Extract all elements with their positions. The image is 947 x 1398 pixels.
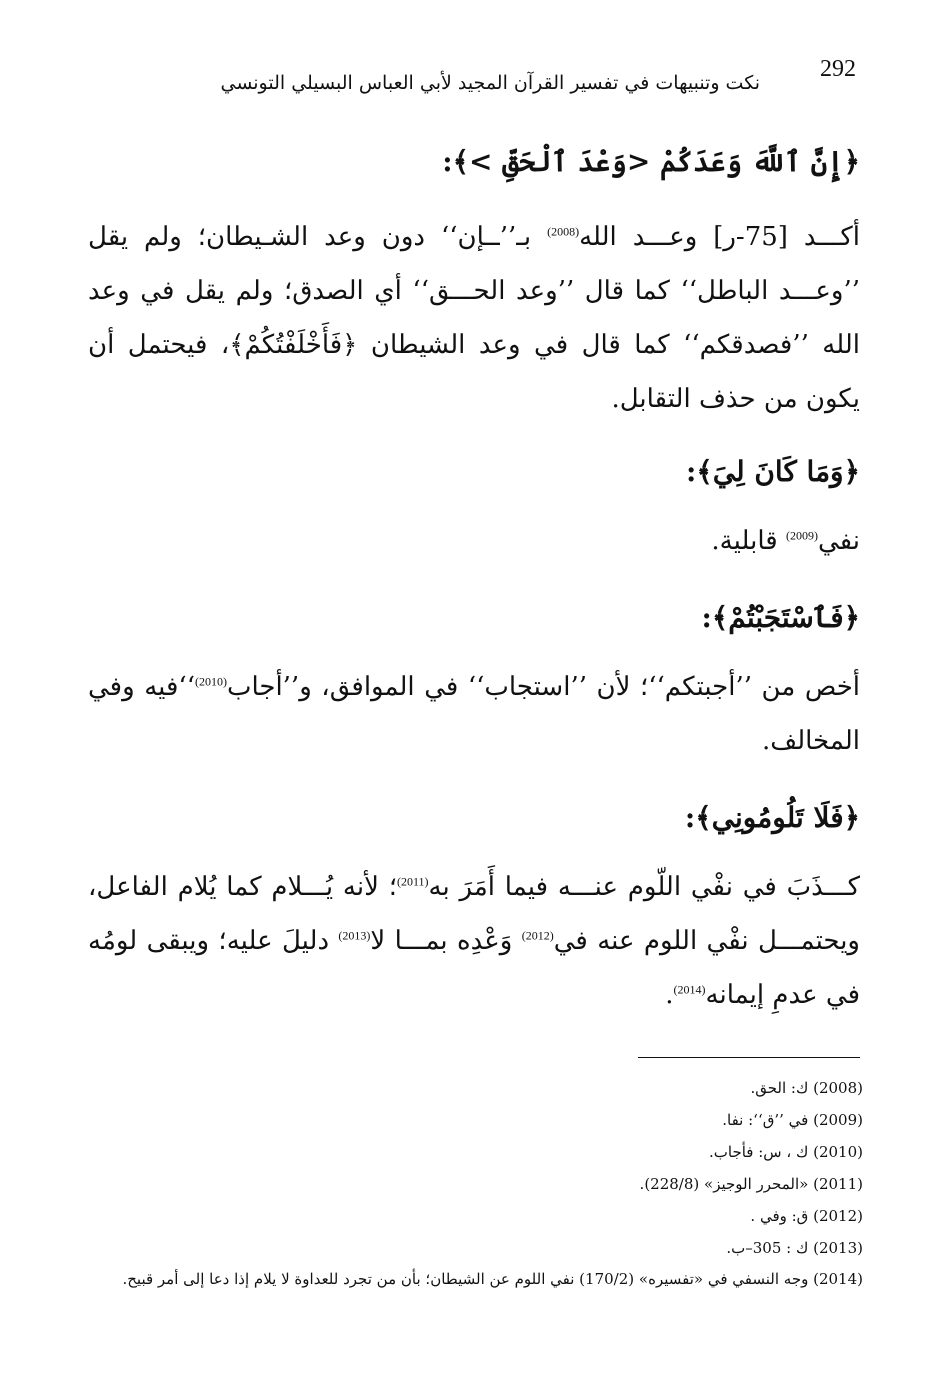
text-run: . bbox=[665, 980, 674, 1010]
footnote-ref: (2008) bbox=[547, 224, 580, 239]
text-run: قابلية. bbox=[711, 526, 786, 556]
text-run: أخص من ’’أجبتكم‘‘؛ لأن ’’استجاب‘‘ في الموافق، و’’أجاب bbox=[226, 672, 860, 702]
text-run: ‘‘فيه وفي المخالف. bbox=[88, 672, 860, 756]
text-run: نفي bbox=[817, 526, 860, 556]
footnote: (2014) وجه النسفي في «تفسيره» (170/2) نفي اللوم عن الشيطان؛ بأن من تجرد للعداوة لا يلام إذا دعا إلى أمر قبيح. bbox=[122, 1270, 863, 1288]
footnote: (2013) ك : 305–ب. bbox=[726, 1239, 863, 1257]
footnote-ref: (2009) bbox=[785, 528, 818, 543]
page-header bbox=[190, 52, 865, 102]
footnote-separator bbox=[638, 1057, 860, 1058]
section-1-text bbox=[88, 210, 860, 426]
section-2-text bbox=[88, 514, 860, 568]
commentary-paragraph bbox=[88, 660, 860, 768]
section-2 bbox=[88, 450, 860, 494]
footnote: (2008) ك: الحق. bbox=[750, 1079, 863, 1097]
text-run: كـــذَبَ في نفْي اللّوم عنـــه فيما أَمَرَ به bbox=[428, 872, 860, 902]
commentary-paragraph bbox=[88, 860, 860, 1022]
footnote: (2009) في ’’ق‘‘: نفا. bbox=[722, 1111, 863, 1129]
footnote: (2011) «المحرر الوجيز» (228/8). bbox=[639, 1175, 863, 1193]
footnote: (2012) ق: وفي . bbox=[750, 1207, 863, 1225]
footnote-ref: (2013) bbox=[338, 928, 371, 943]
text-run: ؛ لأنه يُـــلام كما يُلام الفاعل، ويحتمـــل نفْي اللوم عنه في bbox=[88, 872, 860, 956]
text-run: دليلَ عليه؛ ويبقى لومُه في عدمِ إيمانه bbox=[88, 926, 860, 1010]
footnote-ref: (2014) bbox=[673, 982, 706, 997]
section-4 bbox=[88, 796, 860, 840]
text-run: وَعْدِه بمـــا لا bbox=[370, 926, 522, 956]
section-3-text bbox=[88, 660, 860, 768]
section-4-text bbox=[88, 860, 860, 1022]
text-run: بـ’’ــإن‘‘ دون وعد الشـيطان؛ ولم يقل ’’وعـــد الباطل‘‘ كما قال ’’وعد الحـــق‘‘ أي الصدق؛ ولم يقل في وعد الله ’’فصدقكم‘‘ كما قال في وعد الشيطان ﴿فَأَخْلَفْتُكُمْ﴾، فيحتمل أن يكون من حذف التقابل. bbox=[88, 222, 860, 414]
page-number: 292 bbox=[820, 56, 856, 82]
section-3 bbox=[88, 596, 860, 640]
commentary-paragraph bbox=[88, 514, 860, 568]
running-title: نكت وتنبيهات في تفسير القرآن المجيد لأبي العباس البسيلي التونسي bbox=[220, 72, 760, 94]
verse-heading: ﴿إِنَّ ٱللَّهَ وَعَدَكُمْ <وَعْدَ ٱلْحَقِّ >﴾: bbox=[442, 145, 860, 178]
verse-heading: ﴿فَلَا تَلُومُونِي﴾: bbox=[684, 801, 860, 834]
footnote: (2010) ك ، س: فأجاب. bbox=[708, 1143, 863, 1161]
text-run: أكـــد [75-ر] وعـــد الله bbox=[579, 222, 860, 252]
section-1 bbox=[88, 140, 860, 184]
commentary-paragraph bbox=[88, 210, 860, 426]
verse-heading: ﴿فَٱسْتَجَبْتُمْ﴾: bbox=[701, 601, 860, 634]
footnote-ref: (2011) bbox=[396, 874, 429, 889]
footnotes bbox=[88, 1072, 863, 1294]
footnote-ref: (2010) bbox=[194, 674, 227, 689]
verse-heading: ﴿وَمَا كَانَ لِيَ﴾: bbox=[686, 455, 860, 488]
footnote-ref: (2012) bbox=[521, 928, 554, 943]
